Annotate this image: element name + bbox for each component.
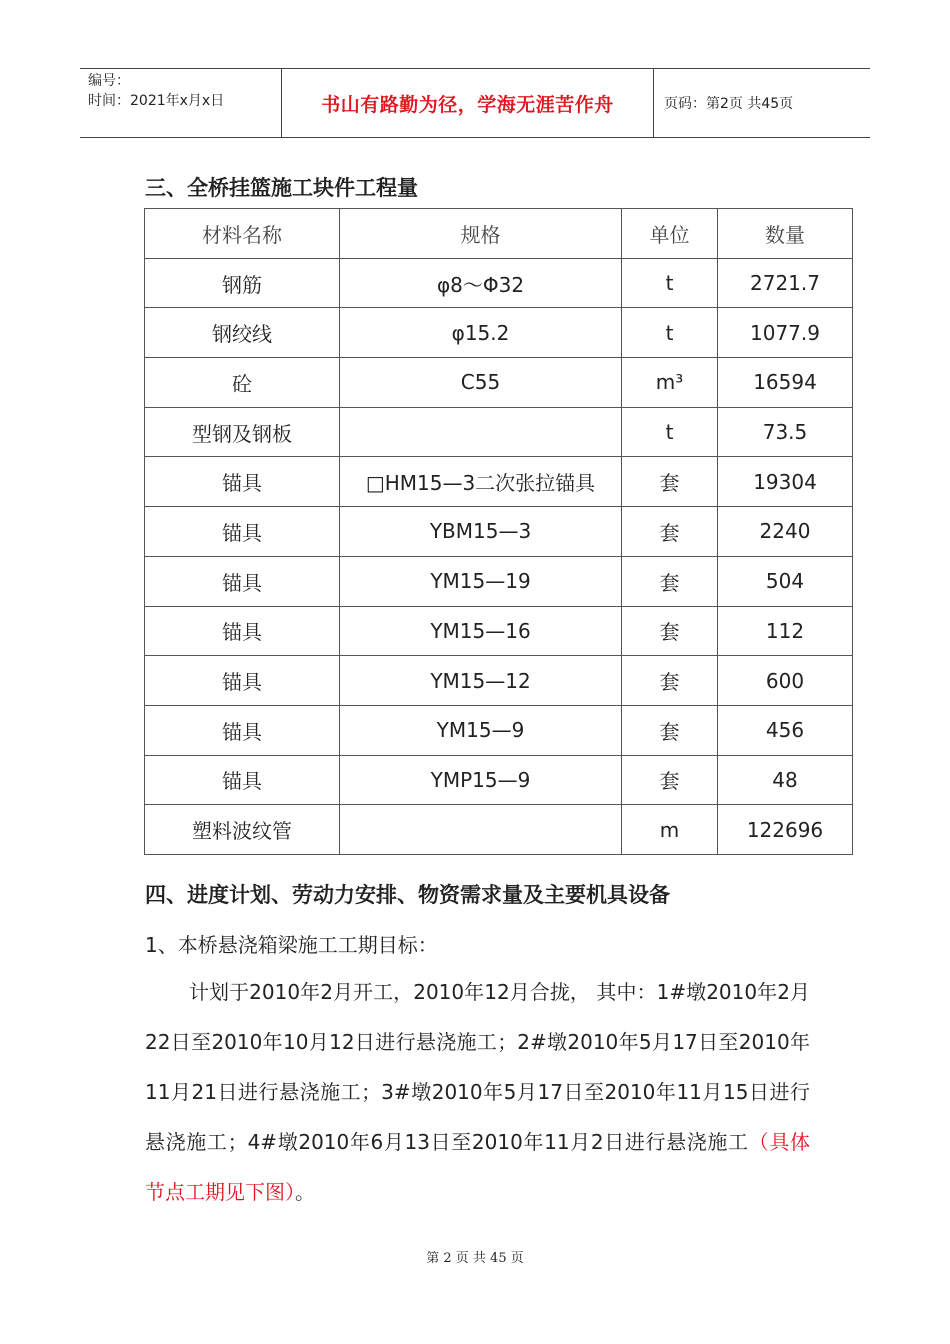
table-row [145,805,853,855]
cell-spec: □HM15—3二次张拉锚具 [340,457,622,507]
time-label: 时间：2021年x月x日 [88,93,225,109]
table-row [145,755,853,805]
table-row [145,358,853,408]
cell-unit: 套 [622,656,718,706]
table-header-row [145,209,853,259]
table-row [145,507,853,557]
cell-material: 钢绞线 [145,308,340,358]
cell-spec: YM15—19 [340,556,622,606]
table-row [145,457,853,507]
table-row [145,705,853,755]
cell-material: 锚具 [145,457,340,507]
schedule-paragraph [145,967,810,1217]
schedule-text: 计划于2010年2月开工，2010年12月合拢， 其中：1#墩2010年2月22日至2010年10月12日进行悬浇施工；2#墩2010年5月17日至2010年11月21日进行悬浇施工；3#墩2010年5月17日至2010年11月15日进行悬浇施工；4#墩2010年6月13日至2010年11月2日进行悬浇施工 [145,980,810,1154]
cell-quantity: 48 [718,755,853,805]
table-row [145,656,853,706]
cell-quantity: 1077.9 [718,308,853,358]
cell-spec: YM15—12 [340,656,622,706]
cell-material: 锚具 [145,606,340,656]
section-heading-3: 三、全桥挂篮施工块件工程量 [145,175,418,200]
schedule-end: 。 [295,1180,315,1204]
cell-spec: YM15—9 [340,705,622,755]
cell-unit: m³ [622,358,718,408]
cell-spec: YM15—16 [340,606,622,656]
cell-spec: YBM15—3 [340,507,622,557]
cell-material: 型钢及钢板 [145,407,340,457]
cell-quantity: 600 [718,656,853,706]
cell-unit: 套 [622,755,718,805]
cell-quantity: 112 [718,606,853,656]
cell-spec: C55 [340,358,622,408]
cell-unit: t [622,308,718,358]
cell-spec: YMP15—9 [340,755,622,805]
cell-unit: 套 [622,507,718,557]
column-header-spec: 规格 [340,209,622,259]
table-row [145,258,853,308]
table-row [145,407,853,457]
page-footer: 第 2 页 共 45 页 [426,1251,524,1266]
cell-quantity: 504 [718,556,853,606]
cell-quantity: 2721.7 [718,258,853,308]
cell-unit: m [622,805,718,855]
cell-quantity: 456 [718,705,853,755]
schedule-note: （具体节点工期见下图） [145,1130,810,1204]
page-header [80,68,870,138]
cell-material: 锚具 [145,755,340,805]
cell-unit: 套 [622,556,718,606]
header-meta [80,69,282,137]
cell-material: 锚具 [145,705,340,755]
cell-unit: 套 [622,457,718,507]
cell-material: 锚具 [145,507,340,557]
cell-quantity: 19304 [718,457,853,507]
cell-unit: 套 [622,606,718,656]
cell-material: 钢筋 [145,258,340,308]
cell-quantity: 2240 [718,507,853,557]
cell-unit: t [622,258,718,308]
quantity-table [144,208,853,855]
cell-material: 塑料波纹管 [145,805,340,855]
cell-material: 锚具 [145,656,340,706]
cell-material: 锚具 [145,556,340,606]
column-header-quantity: 数量 [718,209,853,259]
cell-unit: 套 [622,705,718,755]
cell-quantity: 122696 [718,805,853,855]
header-motto: 书山有路勤为径，学海无涯苦作舟 [282,69,654,137]
header-page-info: 页码：第2页 共45页 [664,96,794,112]
table-row [145,556,853,606]
column-header-unit: 单位 [622,209,718,259]
cell-quantity: 16594 [718,358,853,408]
cell-quantity: 73.5 [718,407,853,457]
cell-spec [340,407,622,457]
subheading-schedule-goal: 1、本桥悬浇箱梁施工工期目标： [145,933,438,957]
table-row [145,606,853,656]
section-heading-4: 四、进度计划、劳动力安排、物资需求量及主要机具设备 [145,882,670,907]
column-header-material: 材料名称 [145,209,340,259]
cell-spec: φ15.2 [340,308,622,358]
number-label: 编号： [88,73,130,89]
table-row [145,308,853,358]
cell-spec: φ8～Φ32 [340,258,622,308]
cell-unit: t [622,407,718,457]
cell-spec [340,805,622,855]
cell-material: 砼 [145,358,340,408]
